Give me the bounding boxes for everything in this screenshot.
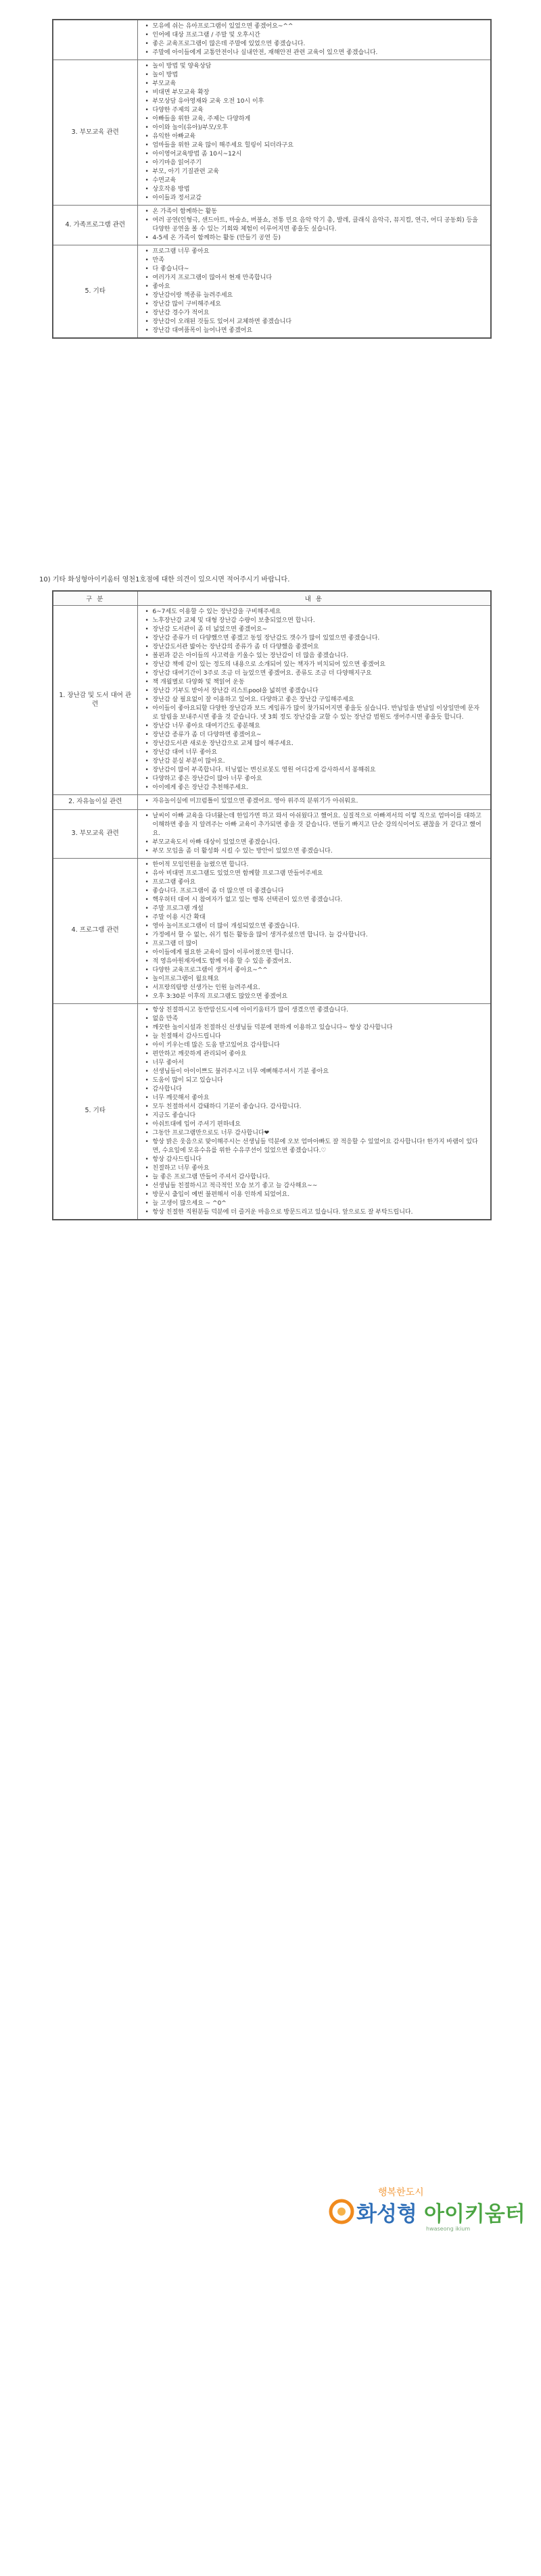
- list-item: • 부모 모임을 좀 더 활성화 시킬 수 있는 방안이 있었으면 좋겠습니다.: [153, 847, 486, 856]
- list-item: • 아이와 놀이(유아)/부모/오후: [153, 124, 486, 133]
- question-10-title: 10) 기타 화성형아이키움터 영천1호점에 대한 의견이 있으시면 적어주시기 바랍니다.: [39, 576, 290, 583]
- list-item: • 너무 좋아서: [153, 1059, 486, 1068]
- table-body: [53, 606, 491, 1220]
- category-cell: [53, 20, 137, 60]
- list-item: • 아이들이 좋아요되할 다양한 장난감과 보드 게임류가 많이 찾가되어지면 좋을듯 싶습니다. 반납일을 반납일 이상일만에 문자로 알림을 보내주시면 좋을 것 같습니다. 넷 3회 정도 장난감을 교할 수 있는 장난감 범원도 생어주시면 좋을듯 합니다.: [153, 705, 486, 722]
- list-item: • 서프랑의탐방 선생가는 인원 늘려주세요.: [153, 984, 486, 993]
- list-item: • 다양한 교육프로그램이 생겨서 좋아요~^^: [153, 966, 486, 975]
- list-item: • 아이에게 좋은 장난감 추천해주세요.: [153, 784, 486, 792]
- list-item: • 프로그램 더 많이: [153, 940, 486, 949]
- list-item: • 장난감 도서관이 좀 더 넓었으면 좋겠어요~: [153, 625, 486, 634]
- list-item: • 장난감 대여 너무 좋아요: [153, 748, 486, 757]
- list-item: • 여러 공연(인형극, 샌드아트, 마술쇼, 버블쇼, 전통 민요 음악 악기 총, 발레, 클래식 음악극, 뮤지컬, 연극, 어디 공동회) 등을 다양한 공연을 볼 수 있는 기회와 체험이 이루어지면 좋을듯 싶습니다.: [153, 216, 486, 234]
- list-item: • 장난감이랑 책종류 늘려주세요: [153, 291, 486, 300]
- list-item: • 친절하고 너무 좋아요: [153, 1164, 486, 1173]
- list-item: • 프로그램 좋아요: [153, 878, 486, 887]
- etc-opinion-table: [52, 590, 492, 1220]
- content-cell: [137, 606, 491, 795]
- list-item: • 비대면 부모교육 확장: [153, 89, 486, 97]
- list-item: • 그동안 프로그램만으로도 너무 감사합니다❤: [153, 1129, 486, 1138]
- table-row: [53, 606, 491, 795]
- table-row: [53, 20, 491, 60]
- list-item: • 부모, 아기 기질관련 교육: [153, 168, 486, 176]
- list-item: • 아이들과 정서교감: [153, 194, 486, 203]
- list-item: • 수면교육: [153, 176, 486, 185]
- list-item: • 놀이프로그램이 월요해요: [153, 975, 486, 984]
- list-item: • 좋아요: [153, 283, 486, 291]
- response-list: [138, 859, 491, 1003]
- list-item: • 노후장난감 교체 및 대형 장난감 수량이 보충되었으면 합니다.: [153, 617, 486, 625]
- list-item: • 한어적 모임인원을 늘렸으면 합니다.: [153, 861, 486, 869]
- list-item: • 여러가지 프로그램이 많아서 현재 만족합니다: [153, 274, 486, 283]
- list-item: • 항상 밝은 웃음으로 맞이해주시는 선생님들 덕분에 오보 엄마아빠도 잘 적응할 수 있었어요 감사합니다! 한가지 바램이 있다면, 수요일에 모유수유를 위한 수유쿠션이 있었으면 좋겠습니다.♡: [153, 1138, 486, 1155]
- list-item: • 놀이 방법: [153, 71, 486, 80]
- category-cell: 3. 부모교육 관련: [53, 809, 137, 858]
- list-item: • 유아 비대면 프로그램도 있었으면 함께할 프로그램 만들어주세요: [153, 869, 486, 878]
- list-item: • 도움이 많이 되고 있습니다: [153, 1076, 486, 1085]
- list-item: • 오후 3:30분 이후의 프로그램도 많았으면 좋겠어요: [153, 993, 486, 1001]
- list-item: • 항상 친절한 직원분들 덕분에 더 즐거운 마음으로 방문드리고 있습니다. 앞으로도 잘 부탁드립니다.: [153, 1208, 486, 1217]
- logo-name-part1: 화성형: [356, 2202, 417, 2226]
- response-list: [138, 206, 491, 245]
- list-item: • 없음 만족: [153, 1015, 486, 1024]
- list-item: • 4-5세 온 가족이 함께하는 활동 (만들기 공연 등): [153, 234, 486, 243]
- table-row: [53, 245, 491, 339]
- list-item: • 장난감 경수가 적어요: [153, 309, 486, 318]
- list-item: • 장난감 대여기간이 3주로 조금 더 늘었으면 좋겠어요. 종류도 조금 더 다양해지구요: [153, 669, 486, 678]
- logo-name-part2: 아이키움터: [424, 2202, 525, 2226]
- list-item: • 볼펀과 같은 아이들의 사고력을 키울수 있는 장난감이 더 많음 좋겠습니다.: [153, 652, 486, 661]
- list-item: • 좋은 교육프로그램이 많은데 주말에 있었으면 좋겠습니다.: [153, 40, 486, 49]
- list-item: • 주말 프로그램 개설: [153, 905, 486, 913]
- list-item: • 깨끗한 놀이시설과 친절하신 선생님들 덕분에 편하게 이용하고 있습니다~ 항상 감사합니다: [153, 1024, 486, 1032]
- response-list: [138, 60, 491, 205]
- list-item: • 인어에 대상 프로그램 / 주말 및 오후시간: [153, 31, 486, 40]
- list-item: • 장난감 종류가 좀 더 다양하면 좋겠어요~: [153, 731, 486, 740]
- table-row: [53, 809, 491, 858]
- list-item: • 부모교육: [153, 80, 486, 89]
- content-cell: [137, 809, 491, 858]
- response-list: [138, 20, 491, 59]
- list-item: • 아이 키우는데 많은 도움 받고있어요 감사합니다: [153, 1041, 486, 1050]
- list-item: • 자유놀이실에 미끄럼틀이 있었으면 좋겠어요. 영아 위주의 분위기가 아쉬워요.: [153, 797, 486, 806]
- table-row: [53, 795, 491, 810]
- list-item: • 책 개월별로 다양화 및 책읽어 운동: [153, 678, 486, 687]
- table-row: [53, 858, 491, 1003]
- content-cell: [137, 60, 491, 206]
- list-item: • 지금도 좋습니다: [153, 1112, 486, 1120]
- logo-subtitle: hwaseong ikium: [426, 2226, 471, 2232]
- list-item: • 상호작용 방법: [153, 185, 486, 194]
- category-cell: 5. 기타: [53, 245, 137, 339]
- response-list: [138, 1004, 491, 1219]
- list-item: • 아쉬트대에 입어 주셔기 편하네요: [153, 1120, 486, 1129]
- list-item: • 장난감 종류가 더 다양했으면 좋겠고 동일 장난감도 갯수가 많이 있었으면 좋겠습니다.: [153, 634, 486, 643]
- table-row: [53, 206, 491, 245]
- category-cell: 3. 부모교육 관련: [53, 60, 137, 206]
- list-item: • 장난감 많이 구비해주세요: [153, 300, 486, 309]
- list-item: • 장난감 너무 좋아요 대여기간도 좋분해요: [153, 722, 486, 731]
- list-item: • 프로그램 너무 좋아요: [153, 247, 486, 256]
- list-item: • 아빠들을 위한 교육, 주제는 다양하게: [153, 115, 486, 124]
- list-item: • 아이영어교육방법 좀 10시~12시: [153, 150, 486, 159]
- opinion-table-continued: [52, 19, 492, 339]
- list-item: • 만족: [153, 256, 486, 265]
- list-item: • 선생님들이 아이이쁘도 불러주시고 너무 예뻐해주셔서 기분 좋아요: [153, 1068, 486, 1076]
- list-item: • 아기마음 읽어주기: [153, 159, 486, 168]
- list-item: • 다양하고 좋은 장난감이 많아 너무 좋아요: [153, 775, 486, 784]
- response-list: [138, 810, 491, 858]
- list-item: • 엄마들을 위한 교육 많이 해주세요 힐링이 되더라구요: [153, 141, 486, 150]
- category-cell: 4. 가족프로그램 관련: [53, 206, 137, 245]
- content-cell: [137, 245, 491, 339]
- list-item: • 모두 친절하셔서 감돼하디 기분이 좋습니다. 감사합니다.: [153, 1103, 486, 1112]
- list-item: • 날씨이 아빠 교육을 다녀왔는데 한입가면 하고 와서 아쉬웠다고 했어요. 실질적으로 아빠져서의 이렇 직으로 엄마이를 대하고 이해하면 좋을 지 알려주는 아빠 교육이 추가되면 좋을 것 같습니다. 면들기 빠지고 단순 강의식이어도 괜찮을 거 같다고 했어요.: [153, 812, 486, 838]
- category-cell: 4. 프로그램 관련: [53, 858, 137, 1003]
- table-header-row: [53, 591, 491, 606]
- list-item: • 다 좋습니다~: [153, 265, 486, 274]
- list-item: • 장난감도서관 밟아는 장난감의 종류가 좀 더 다양했음 좋겠어요: [153, 643, 486, 652]
- list-item: • 장난감이 오래된 것들도 있어서 교체하면 좋겠습니다: [153, 318, 486, 327]
- list-item: • 유익한 아빠교육: [153, 133, 486, 141]
- list-item: • 모유에 쉬는 유아프로그램이 있었으면 좋겠어요~^^: [153, 22, 486, 31]
- list-item: • 영아 놀이프로그램이 더 많이 개설되었으면 좋겠습니다.: [153, 922, 486, 931]
- list-item: • 부모상담 유아영재와 교육 오전 10시 이후: [153, 97, 486, 106]
- list-item: • 늘 고생이 많으세요 ~ ^0^: [153, 1199, 486, 1208]
- list-item: • 놀이 방법 및 양육상담: [153, 62, 486, 71]
- list-item: • 6~7세도 이용할 수 있는 장난감을 구비해주세요: [153, 608, 486, 617]
- list-item: • 장난감 대여품목이 늘어나면 좋겠어요: [153, 327, 486, 335]
- content-cell: [137, 20, 491, 60]
- list-item: • 감사합니다: [153, 1085, 486, 1094]
- sun-icon: [331, 2201, 352, 2222]
- list-item: • 주말에 아이들에게 교통안전이나 실내안전, 재해안전 관련 교육이 있으면 좋겠습니다.: [153, 49, 486, 57]
- list-item: • 주말 이용 시간 확대: [153, 913, 486, 922]
- list-item: • 좋습니다. 프로그램이 좀 더 많으면 더 좋겠습니다: [153, 887, 486, 896]
- list-item: • 항상 친절하시고 동반맘선도시에 아이키움터가 많이 생겼으면 좋겠습니다.: [153, 1006, 486, 1015]
- category-cell: 1. 장난감 및 도서 대여 관련: [53, 606, 137, 795]
- list-item: • 온 가족이 함께하는 활동: [153, 208, 486, 216]
- list-item: • 늘 친절해서 감사드립니다: [153, 1032, 486, 1041]
- list-item: • 장난감 살 필요없이 잘 이용하고 있어요. 다양하고 좋은 장난감 구입해주세요: [153, 696, 486, 705]
- content-cell: [137, 1003, 491, 1220]
- list-item: • 너무 깨끗해서 좋아요: [153, 1094, 486, 1103]
- hwaseong-ikium-logo: [321, 2180, 541, 2236]
- list-item: • 장난감이 많이 부족합니다. 터닝없는 변신로봇도 영원 어디감게 감사하셔서 봉해줘요: [153, 766, 486, 775]
- list-item: • 편안하고 깨끗하게 관리되어 좋아요: [153, 1050, 486, 1059]
- logo-slogan: 행복한도시: [378, 2187, 424, 2198]
- list-item: • 장난감 분실 부분이 많아요.: [153, 757, 486, 766]
- header-category: 구 분: [53, 591, 137, 606]
- list-item: • 방문시 출입이 예번 불편해서 이용 인하게 되었어요.: [153, 1191, 486, 1199]
- list-item: • 장난감 기부도 받아서 장난감 리스트pool을 넓히면 좋겠습니다: [153, 687, 486, 696]
- list-item: • 장난감 책에 같이 있는 정도의 내용으로 소개되어 있는 책자가 비치되어 있으면 좋겠어요: [153, 661, 486, 669]
- list-item: • 선생님들 친절하시고 적극적인 모습 보기 좋고 늘 감사해요~~: [153, 1182, 486, 1191]
- list-item: • 아이들에게 필요한 교육이 많이 이루어졌으면 합니다.: [153, 949, 486, 957]
- category-cell: 2. 자유놀이실 관련: [53, 795, 137, 810]
- table-row: [53, 1003, 491, 1220]
- list-item: • 늘 좋은 프로그램 만들어 주셔서 감사합니다.: [153, 1173, 486, 1182]
- table-body: [53, 20, 491, 338]
- content-cell: [137, 858, 491, 1003]
- content-cell: [137, 795, 491, 810]
- list-item: • 다양한 주제의 교육: [153, 106, 486, 115]
- list-item: • 장난감도서관 새로운 장난감으로 교체 많이 해주세요.: [153, 740, 486, 748]
- response-list: [138, 795, 491, 808]
- response-list: [138, 606, 491, 794]
- list-item: • 적 영유아원재자에도 함께 이용 할 수 있음 좋겠어요.: [153, 957, 486, 966]
- content-cell: [137, 206, 491, 245]
- list-item: • 핵우허터 대여 시 참여자가 없고 있는 행복 선택권이 있으면 좋겠습니다.: [153, 896, 486, 905]
- response-list: [138, 245, 491, 337]
- list-item: • 항상 감사드립니다: [153, 1155, 486, 1164]
- category-cell: 5. 기타: [53, 1003, 137, 1220]
- list-item: • 가정에서 할 수 없는, 쉬기 힘든 활동을 많이 생겨주셨으면 합니다. 늘 감사합니다.: [153, 931, 486, 940]
- table-row: [53, 60, 491, 206]
- list-item: • 부모교육도서 아빠 대상이 있었으면 좋겠습니다.: [153, 838, 486, 847]
- header-content: 내 용: [137, 591, 491, 606]
